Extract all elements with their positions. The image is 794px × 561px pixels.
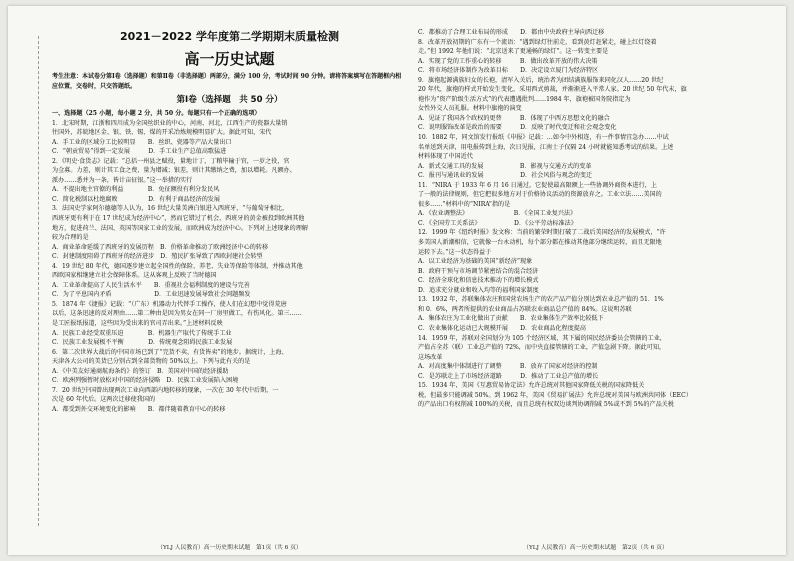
question-line: 8．改革开放初期的广东有一个流语：“遇到绿灯往前走，看到黄灯赶紧走，碰上红灯绕着 — [418, 38, 657, 46]
question-line: C．是苏联走上了市场经济道路 D．推动了工业总产值的增长 — [418, 372, 599, 380]
question-line: 20 年代，旗袍的样式开始发生变化，采用西式剪裁，并渐渐进入平常人家。20 世纪 50 年代末，旗 — [418, 86, 687, 94]
question-line: 往国外，苏皖地区金、银、铁、锡、煤的开采冶炼规模明显扩大。据此可知，宋代 — [52, 129, 272, 137]
exam-notice: 考生注意：本试卷分第Ⅰ卷（选择题）和第Ⅱ卷（非选择题）两部分，满分 100 分，考试时间 90 分钟。请将答案填写在答题框内相应位置，交卷时，只交答题纸。 — [52, 73, 402, 90]
question-line: 2．《明史·食货志》记载：“总括一州县之赋役，量地计丁，丁粮毕输于官，一岁之役，官 — [52, 157, 290, 165]
question-line: C．说明服饰改革是政治的需要 D．反映了时代变迁和社会观念变化 — [418, 124, 617, 132]
question-line: 14．1959 年，苏联对全国划分为 105 个经济区域，其下属的国民经济委员会管辖的工业， — [418, 334, 666, 342]
question-line: A．集体农庄为工业化做出了贡献 B．农业集体生产效率比较低下 — [418, 315, 604, 323]
question-line: C．《全国劳工关系法》 D．《公平劳动标准法》 — [418, 219, 577, 227]
binding-margin — [12, 36, 39, 526]
question-line: 13．1932 年，苏联集体农庄和国营农场生产的农产品产值分别达到农业总产值的 51．1% — [418, 296, 664, 304]
question-line: 很多……”材料中的“NIRA”指的是 — [418, 200, 511, 208]
question-line: A．见证了我国各个政权的更替 B．体现了中西方思想文化的融合 — [418, 114, 610, 122]
question-line: C．经济全球化和信息技术推动下的增长模式 — [418, 277, 539, 285]
question-line: 地方，促进荷兰、法国、英国等国家工业的发展，而欧洲成为经济中心。下列对上述现象的理解 — [52, 224, 308, 232]
left-question-text — [52, 119, 407, 415]
exam-year-title: 2021－2022 学年度第二学期期末质量检测 — [119, 30, 340, 43]
question-line: 税，但最多只能调减 50%。到 1962 年，美国《贸易扩展法》允许总统对美国与欧洲共同体（EEC） — [418, 391, 692, 399]
question-line: C．简化税制以杜绝腐败 D．有利于商品经济的发展 — [52, 195, 220, 203]
question-line: 5．1874 年《捷报》记载：“（广东）机器动力代替手工操作，使人们在幻想中觉得荒唐 — [52, 300, 287, 308]
question-line: 3．法国史学家阿尔德德等人认为，16 世纪大量美洲白银进入西班牙，“与葡萄牙相比， — [52, 205, 289, 213]
question-line: A．以工业经济为基础的美国“新经济”现象 — [418, 258, 533, 266]
question-line: 和 0．6%，两者所提供的农业商品占苏联农业商品总产值的 84%。这说明苏联 — [418, 305, 632, 313]
question-line: A．商业革命延缓了西班牙的发展历程 B．价格革命推动了欧洲经济中心的转移 — [52, 243, 269, 251]
page-footer-left: （YLJ 人民教育）高一历史期末试题 第1页（共 6 页） — [157, 545, 302, 551]
page-footer-right: （YLJ 人民教育）高一历史期末试题 第2页（共 6 页） — [523, 545, 668, 551]
question-line: C．封建制度阻碍了西班牙的经济进步 D．殖民扩张导致了西欧封建社会转型 — [52, 253, 263, 261]
section-instruction: 一、选择题（25 小题，每小题 2 分，共 50 分。每题只有一个正确的选项） — [52, 110, 261, 117]
question-line: 西欧国家相继建立社会保障体系。这从客观上反映了当时德国 — [52, 272, 217, 280]
right-column — [418, 28, 773, 410]
question-line: 6．第二次世界大战后的中国市场已到了“完货不卖，有货皆卖”的地步。据统计，上海、 — [52, 348, 288, 356]
question-line: 4．19 世纪 80 年代，德国逐步建立起全国性的保险、养老、失业等保险等体制，并推动其他 — [52, 262, 303, 270]
question-line: 的产品出口有权削减 100%的关税，而且总统有权双边谈判协调削减 5%或不到 5%的产品关税 — [418, 401, 674, 409]
question-line: 9．旗袍起源满族妇女的长袍，清军入关后，统治者为团结满族服饰来同化汉人……20 世纪 — [418, 76, 664, 84]
question-line: 走。”但 1992 年他们说：“北京送来了更通畅的绿灯”。这一转变主要是 — [418, 48, 609, 56]
question-line: 女性外交人员礼服。材料中旗袍的演变 — [418, 105, 522, 113]
question-line: A．《中美友好通商航海条约》的签订 B．美国对中国的经济援助 — [52, 367, 229, 375]
question-line: 派办……悉并为一条，皆计亩征银。”这一举措的实行 — [52, 176, 193, 184]
question-line: 是工匠报纸报道，这些因为受出来的官司弄出来。”上述材料反映 — [52, 320, 223, 328]
question-line: 次是 60 年代后。这两次迁移使我国的 — [52, 396, 156, 404]
question-line: A．不提出地主官僚的利益 B．免征额役有利分发民风 — [52, 186, 220, 194]
question-line: 7．20 世纪中国曾出现两次工业向西部内地转移的现象，一次在 30 年代中后期，一 — [52, 386, 279, 394]
exam-sheet — [8, 6, 786, 555]
question-line: 袍作为“资产阶级生活方式”的代表遭遇批判……1984 年，旗袍被国务院指定为 — [418, 95, 631, 103]
question-line: C．将市场经济体制作为改革目标 D．决定设立厦门为经济特区 — [418, 67, 599, 75]
question-line: A．手工业的区域分工比较明显 B．丝织、瓷器等产品大量出口 — [52, 138, 232, 146]
left-column — [52, 28, 407, 415]
question-line: C．农业集体化运动已大规模开展 D．农业商品化程度提高 — [418, 324, 586, 332]
question-line: 12．1999 年《纽约时报》发文称：当前的繁荣时期打破了二战后美国经济的发展模式，“许 — [418, 229, 666, 237]
question-line: A．新式交通工具的发展 B．影视与交通方式的变革 — [418, 162, 592, 170]
question-line: A．《农业调整法》 B．《全国工业复兴法》 — [418, 210, 577, 218]
question-line: D．追求充分就业和收入均等的福利国家制度 — [418, 286, 539, 294]
question-line: A．工业革命提高了人民生活水平 B．重视社会福利制度的建设与完善 — [52, 281, 250, 289]
question-line: 天津各大公司的美货已分别占到全部货物的 50%以上。下列与此有关的是 — [52, 358, 251, 366]
question-line: 了一般的法律规则，但它把很多地方对于价格协议活动的资源放弃之。工业立法……美国的 — [418, 191, 662, 199]
question-line: 1．北宋时期，江浙和四川成为全国丝织业的中心，河南、河北、江西生产的瓷器大量销 — [52, 119, 288, 127]
section-title: 第Ⅰ卷（选择题 共 50 分） — [176, 95, 283, 105]
question-line: 材料体现了中国近代 — [418, 153, 473, 161]
question-line: C．都推动了合理工业布局的形成 D．都由中央政府主导向西迁移 — [418, 29, 605, 36]
question-line: C．为了平息国内矛盾 D．工业迅速发展导致社会问题频发 — [52, 291, 251, 299]
question-line: 以后，这条迅速的反对理由……第二种由是因为男女在同一厂房里做工，有伤风化。第三…… — [52, 310, 302, 318]
question-line: B．政府干预与市场调节紧密结合的混合经济 — [418, 267, 539, 275]
question-line: 较为合理的是 — [52, 234, 89, 242]
question-line: C．“朝贡贸易”得到一定发展 D．手工业生产总值高歌猛进 — [52, 148, 227, 156]
question-line: A．都受到外交环境变化的影响 B．都伴随着教育中心的转移 — [52, 405, 226, 413]
question-line: 为佥募。力差，则计其工食之费，量为增减；银差，则计其缴纳之费，加以增耗。凡额办、 — [52, 167, 296, 175]
question-line: A．实现了党的工作重心的转移 B．做出改革开放的伟大决策 — [418, 57, 598, 65]
question-line: 这场改革 — [418, 353, 443, 361]
question-line: 10．1882 年，同文馆发行报纸《申报》记载：…如今中外相连，有一件事情宜急办……中试 — [418, 134, 669, 142]
question-line: C．报刊与通讯业的发展 D．社会风俗与观念的变迁 — [418, 172, 593, 180]
question-line: 名单送到天津，用电报传到上海，次日见报，江南士子仅隔 24 小时就能知悉考试的结果。上述 — [418, 143, 674, 151]
question-line: 多美国人新潮相信，它就像一台永动机，每个部分都在推动其他部分继续运转，而且无限地 — [418, 239, 662, 247]
question-line: 运转下去。”这一状态得益于 — [418, 248, 492, 256]
right-question-text — [418, 28, 773, 410]
exam-subject-title: 高一历史试题 — [184, 50, 275, 68]
question-line: 15．1934 年，美国《互惠贸易协定法》允许总统对其他国家降低关税的国家降低关 — [418, 382, 645, 390]
question-line: 西班牙更有利于在 17 世纪成为经济中心”，然而它错过了机会，西班牙的黄金被投到欧洲其他 — [52, 215, 305, 223]
question-line: A．对高度集中体制进行了调整 B．放弃了国家对经济的控制 — [418, 363, 598, 371]
question-line: C．欧洲列强暂时放松对中国的经济侵略 D．民族工业发展陷入困境 — [52, 377, 239, 385]
question-line: C．民族工业发展极不平衡 D．传统观念阻碍民族工业发展 — [52, 339, 233, 347]
question-line: A．民族工业经受双重压迫 B．机器生产取代了传统手工业 — [52, 329, 232, 337]
question-line: 产值占全苏（联）工业总产值的 72%，而中央直接管辖的工业，产值急剧下降。据此可知， — [418, 344, 666, 352]
question-line: 11．“NIRA 于 1933 年 6 月 16 日通过，它促使最高限额上一些协调外商资本进行，上 — [418, 181, 657, 189]
